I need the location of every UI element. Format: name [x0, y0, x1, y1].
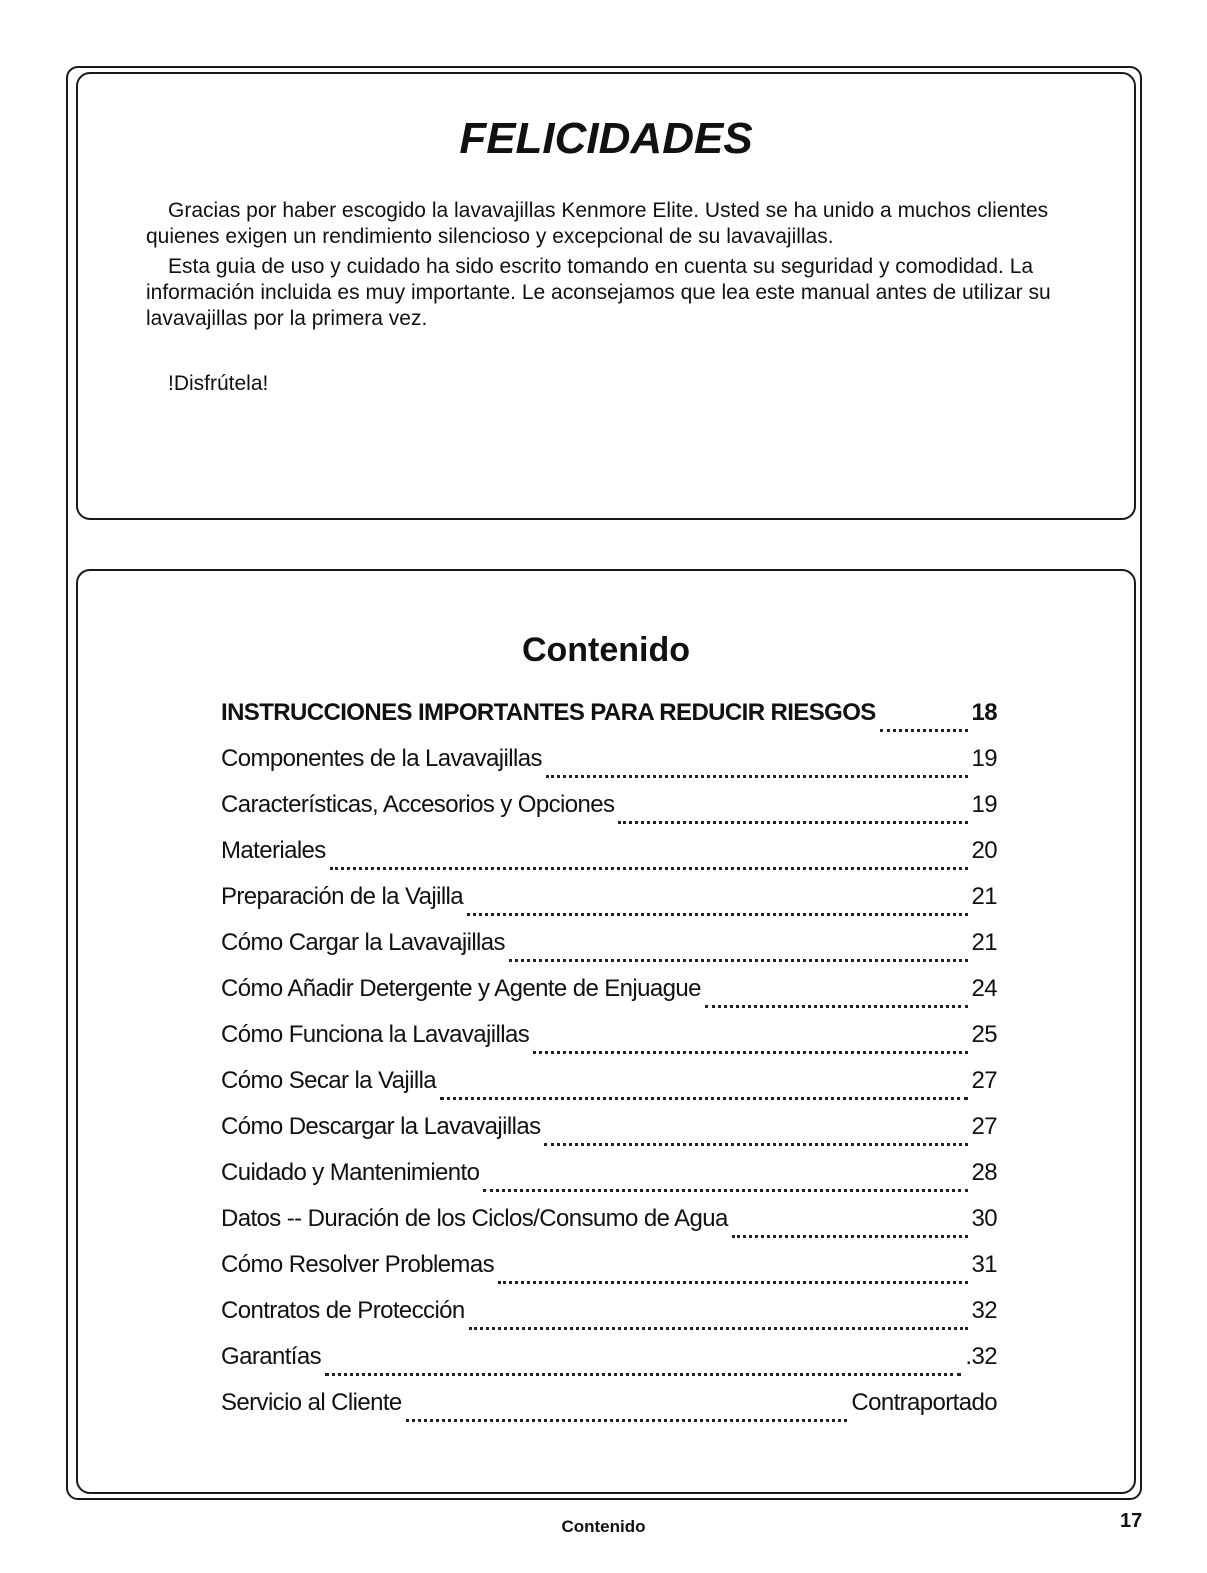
- toc-entry-label: Cómo Resolver Problemas: [221, 1251, 494, 1278]
- toc-leader-dots: [705, 1005, 968, 1008]
- toc-entry-garantias[interactable]: [221, 1343, 997, 1389]
- toc-entry-page: .32: [965, 1343, 997, 1370]
- toc-leader-dots: [546, 775, 968, 778]
- toc-entry-page: 31: [971, 1251, 997, 1278]
- toc-entry-page: Contraportado: [851, 1389, 997, 1416]
- toc-entry-cuidado[interactable]: [221, 1159, 997, 1205]
- toc-entry-page: 32: [971, 1297, 997, 1324]
- toc-leader-dots: [469, 1327, 968, 1330]
- toc-entry-page: 19: [971, 791, 997, 818]
- toc-entry-problemas[interactable]: [221, 1251, 997, 1297]
- toc-entry-page: 24: [971, 975, 997, 1002]
- toc-entry-componentes[interactable]: [221, 745, 997, 791]
- toc-entry-label: Cómo Cargar la Lavavajillas: [221, 929, 505, 956]
- toc-entry-page: 18: [971, 699, 997, 726]
- toc-entry-page: 20: [971, 837, 997, 864]
- toc-leader-dots: [618, 821, 967, 824]
- toc-entry-page: 28: [971, 1159, 997, 1186]
- toc-leader-dots: [544, 1143, 967, 1146]
- toc-entry-page: 30: [971, 1205, 997, 1232]
- toc-entry-label: Contratos de Protección: [221, 1297, 465, 1324]
- page-number: 17: [1120, 1510, 1143, 1532]
- toc-leader-dots: [498, 1281, 968, 1284]
- toc-entry-page: 19: [971, 745, 997, 772]
- toc-entry-label: Cómo Secar la Vajilla: [221, 1067, 437, 1094]
- toc-list: [221, 699, 997, 1435]
- toc-entry-page: 21: [971, 883, 997, 910]
- toc-entry-page: 21: [971, 929, 997, 956]
- toc-entry-detergente[interactable]: [221, 975, 997, 1021]
- toc-entry-servicio[interactable]: [221, 1389, 997, 1435]
- intro-paragraph-1: Gracias por haber escogido la lavavajillas Kenmore Elite. Usted se ha unido a muchos clientes quienes exigen un rendimiento silencioso y excepcional de su lavavajillas.: [146, 199, 1049, 248]
- toc-entry-label: Datos -- Duración de los Ciclos/Consumo de Agua: [221, 1205, 728, 1232]
- toc-entry-caracteristicas[interactable]: [221, 791, 997, 837]
- toc-leader-dots: [880, 729, 968, 732]
- toc-entry-label: Componentes de la Lavavajillas: [221, 745, 542, 772]
- toc-entry-materiales[interactable]: [221, 837, 997, 883]
- intro-text: [146, 198, 1086, 336]
- toc-leader-dots: [325, 1373, 961, 1376]
- toc-entry-funciona[interactable]: [221, 1021, 997, 1067]
- toc-entry-page: 25: [971, 1021, 997, 1048]
- toc-leader-dots: [509, 959, 968, 962]
- toc-entry-label: INSTRUCCIONES IMPORTANTES PARA REDUCIR RIESGOS: [221, 699, 876, 726]
- toc-title: Contenido: [521, 631, 691, 669]
- toc-leader-dots: [440, 1097, 967, 1100]
- toc-leader-dots: [330, 867, 968, 870]
- toc-leader-dots: [483, 1189, 967, 1192]
- toc-entry-label: Servicio al Cliente: [221, 1389, 402, 1416]
- toc-leader-dots: [533, 1051, 967, 1054]
- intro-box: [76, 72, 1136, 520]
- toc-entry-label: Cuidado y Mantenimiento: [221, 1159, 480, 1186]
- intro-sign-off: !Disfrútela!: [168, 372, 269, 395]
- toc-entry-cargar[interactable]: [221, 929, 997, 975]
- toc-entry-preparacion[interactable]: [221, 883, 997, 929]
- toc-entry-instrucciones[interactable]: [221, 699, 997, 745]
- toc-leader-dots: [732, 1235, 968, 1238]
- toc-entry-label: Características, Accesorios y Opciones: [221, 791, 615, 818]
- footer-section-label: Contenido: [561, 1517, 646, 1536]
- toc-entry-label: Materiales: [221, 837, 326, 864]
- toc-entry-secar[interactable]: [221, 1067, 997, 1113]
- toc-entry-descargar[interactable]: [221, 1113, 997, 1159]
- toc-leader-dots: [406, 1419, 848, 1422]
- toc-entry-contratos[interactable]: [221, 1297, 997, 1343]
- toc-entry-label: Cómo Añadir Detergente y Agente de Enjuague: [221, 975, 701, 1002]
- intro-paragraph-2: Esta guia de uso y cuidado ha sido escrito tomando en cuenta su seguridad y comodidad. La información incluida es muy importante. Le aconsejamos que lea este manual antes de utilizar su lavavajillas por la primera vez.: [146, 255, 1051, 330]
- toc-leader-dots: [467, 913, 967, 916]
- toc-entry-page: 27: [971, 1113, 997, 1140]
- toc-entry-label: Cómo Descargar la Lavavajillas: [221, 1113, 541, 1140]
- toc-box: [76, 569, 1136, 1494]
- toc-entry-page: 27: [971, 1067, 997, 1094]
- intro-title: FELICIDADES: [459, 114, 753, 163]
- toc-entry-label: Garantías: [221, 1343, 321, 1370]
- toc-entry-datos[interactable]: [221, 1205, 997, 1251]
- toc-entry-label: Cómo Funciona la Lavavajillas: [221, 1021, 530, 1048]
- toc-entry-label: Preparación de la Vajilla: [221, 883, 464, 910]
